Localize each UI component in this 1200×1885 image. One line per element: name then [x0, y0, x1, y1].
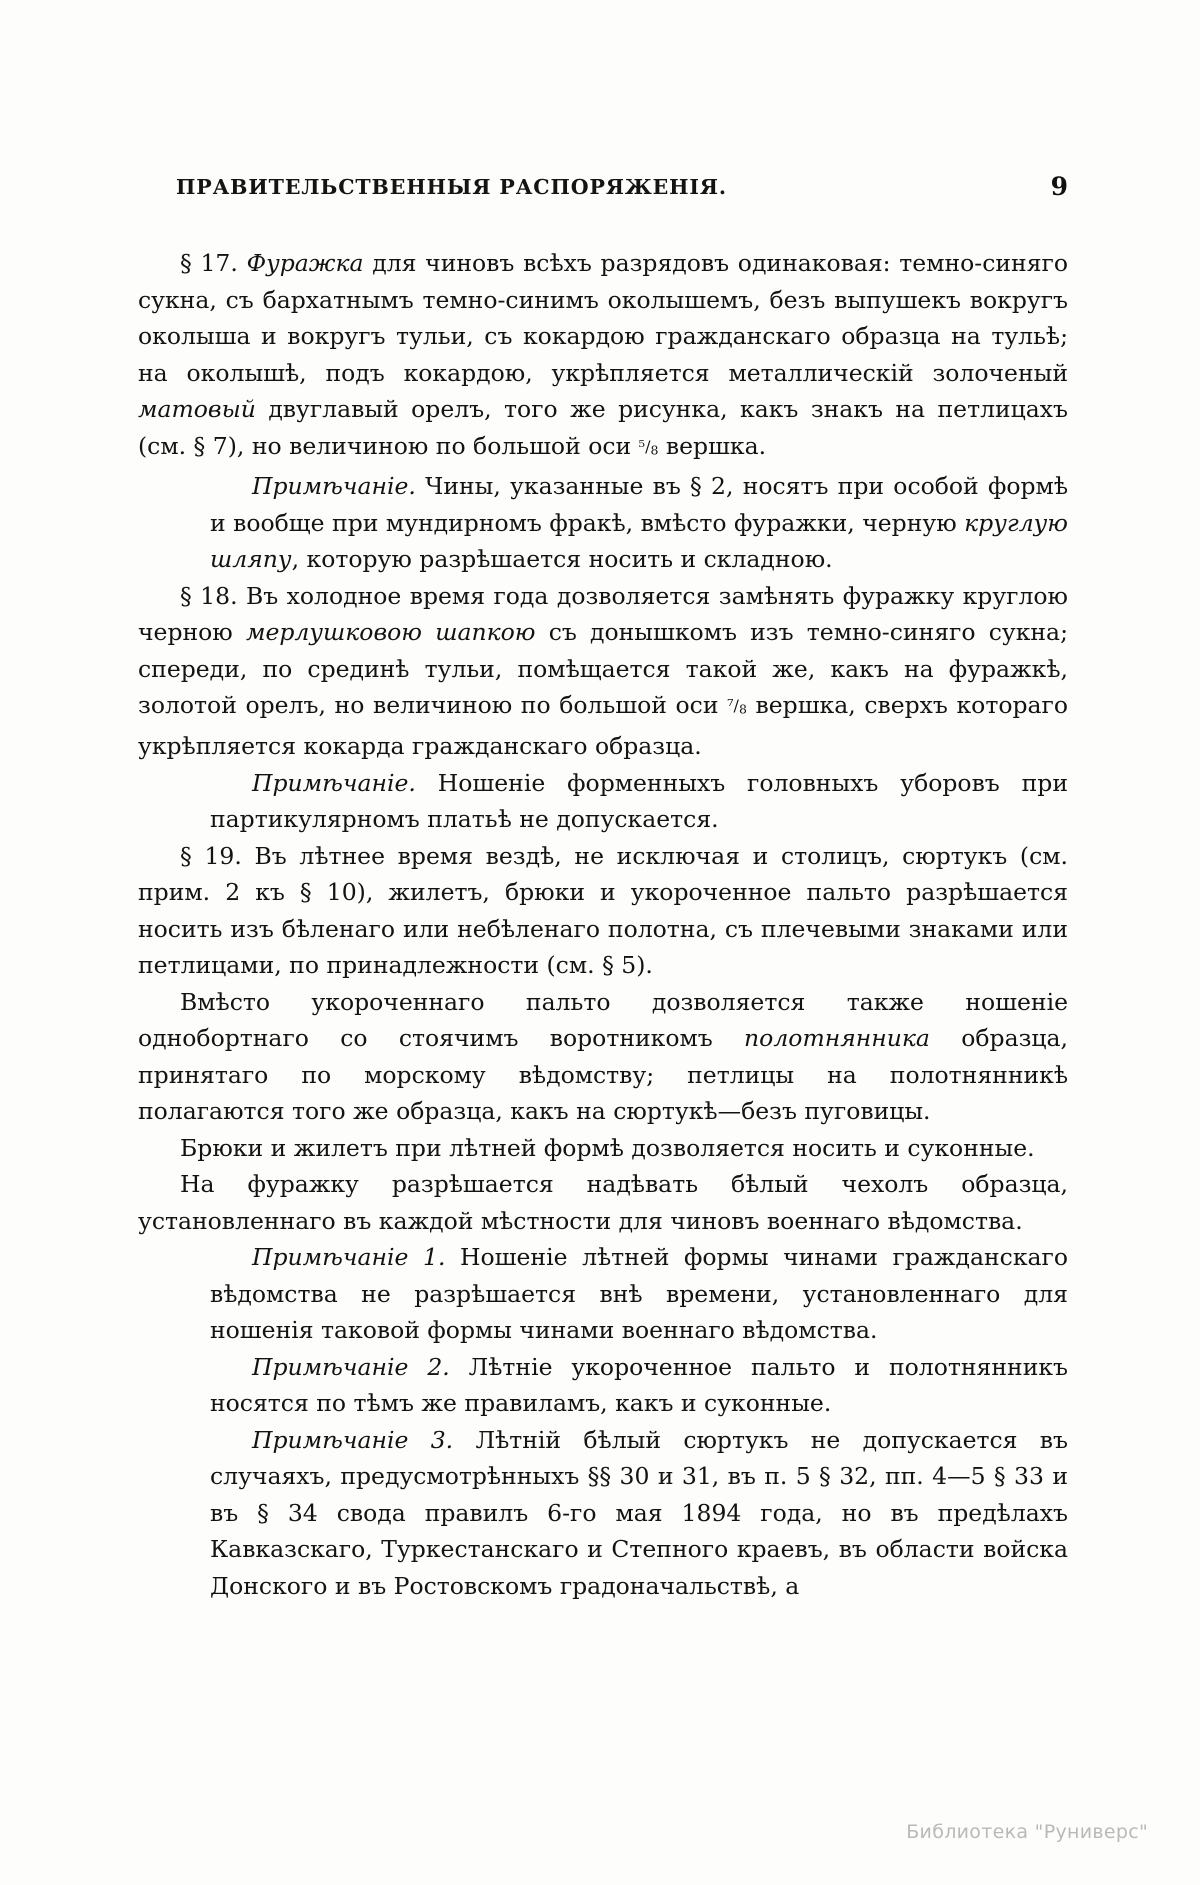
note-label: Примѣчаніе.: [252, 768, 416, 797]
running-head: [138, 172, 1068, 215]
paragraph-19d: На фуражку разрѣшается надѣвать бѣлый чехолъ образца, установленнаго въ каждой мѣстности для чиновъ военнаго вѣдомства.: [138, 1170, 1068, 1235]
note-17: Примѣчаніе. Чины, указанные въ § 2, носятъ при особой формѣ и вообще при мундирномъ фракѣ, вмѣсто фуражки, черную круглую шляпу, которую разрѣшается носить и складною.: [210, 472, 1068, 574]
paragraph-section-18: § 18. Въ холодное время года дозволяется замѣнять фуражку круглою черною мерлушковою шапкою съ донышкомъ изъ темно-синяго сукна; спереди, по срединѣ тульи, помѣщается такой же, какъ на фуражкѣ, золотой орелъ, но величиною по большой оси $^7/_8$ вершка, сверхъ котораго укрѣпляется кокарда гражданскаго образца.: [138, 581, 1068, 761]
note-19-2: Примѣчаніе 2. Лѣтніе укороченное пальто и полотнянникъ носятся по тѣмъ же правиламъ, какъ и суконные.: [210, 1352, 1068, 1418]
body-text: [138, 245, 1068, 1604]
note-label: Примѣчаніе 1.: [252, 1243, 446, 1272]
note-18: Примѣчаніе. Ношеніе форменныхъ головныхъ уборовъ при партикулярномъ платьѣ не допускается.: [210, 768, 1068, 834]
paragraph-19b: Вмѣсто укороченнаго пальто дозволяется также ношеніе однобортнаго со стоячимъ воротникомъ полотнянника образца, принятаго по морскому вѣдомству; петлицы на полотнянникѣ полагаются того же образца, какъ на сюртукѣ—безъ пуговицы.: [138, 987, 1068, 1126]
page-content: [138, 172, 1068, 1604]
note-19-3: Примѣчаніе 3. Лѣтній бѣлый сюртукъ не допускается въ случаяхъ, предусмотрѣнныхъ §§ 30 и 31, въ п. 5 § 32, пп. 4—5 § 33 и въ § 34 свода правилъ 6-го мая 1894 года, но въ предѣлахъ Кавказскаго, Туркестанскаго и Степного краевъ, въ области войска Донского и въ Ростовскомъ градоначальствѣ, а: [210, 1425, 1068, 1600]
paragraph-section-19: § 19. Въ лѣтнее время вездѣ, не исключая и столицъ, сюртукъ (см. прим. 2 къ § 10), жилетъ, брюки и укороченное пальто разрѣшается носить изъ бѣленаго или небѣленаго полотна, съ плечевыми знаками или петлицами, по принадлежности (см. § 5).: [138, 841, 1068, 980]
note-19-1: Примѣчаніе 1. Ношеніе лѣтней формы чинами гражданскаго вѣдомства не разрѣшается внѣ времени, установленнаго для ношенія таковой формы чинами военнаго вѣдомства.: [210, 1243, 1068, 1345]
note-label: Примѣчаніе 2.: [252, 1352, 450, 1381]
library-watermark: Библиотека "Руниверс": [906, 1821, 1148, 1843]
note-label: Примѣчаніе 3.: [252, 1425, 454, 1454]
paragraph-section-17: § 17. Фуражка для чиновъ всѣхъ разрядовъ одинаковая: темно-синяго сукна, съ бархатнымъ темно-синимъ околышемъ, безъ выпушекъ вокругъ околыша и вокругъ тульи, съ кокардою гражданскаго образца на тульѣ; на околышѣ, подъ кокардою, укрѣпляется металлическій золоченый матовый двуглавый орелъ, того же рисунка, какъ знакъ на петлицахъ (см. § 7), но величиною по большой оси $^5/_8$ вершка.: [138, 249, 1068, 460]
page-number: 9: [1050, 172, 1068, 201]
note-label: Примѣчаніе.: [252, 472, 416, 501]
paragraph-19c: Брюки и жилетъ при лѣтней формѣ дозволяется носить и суконные.: [180, 1133, 1035, 1162]
running-head-title: ПРАВИТЕЛЬСТВЕННЫЯ РАСПОРЯЖЕНІЯ.: [176, 175, 727, 199]
